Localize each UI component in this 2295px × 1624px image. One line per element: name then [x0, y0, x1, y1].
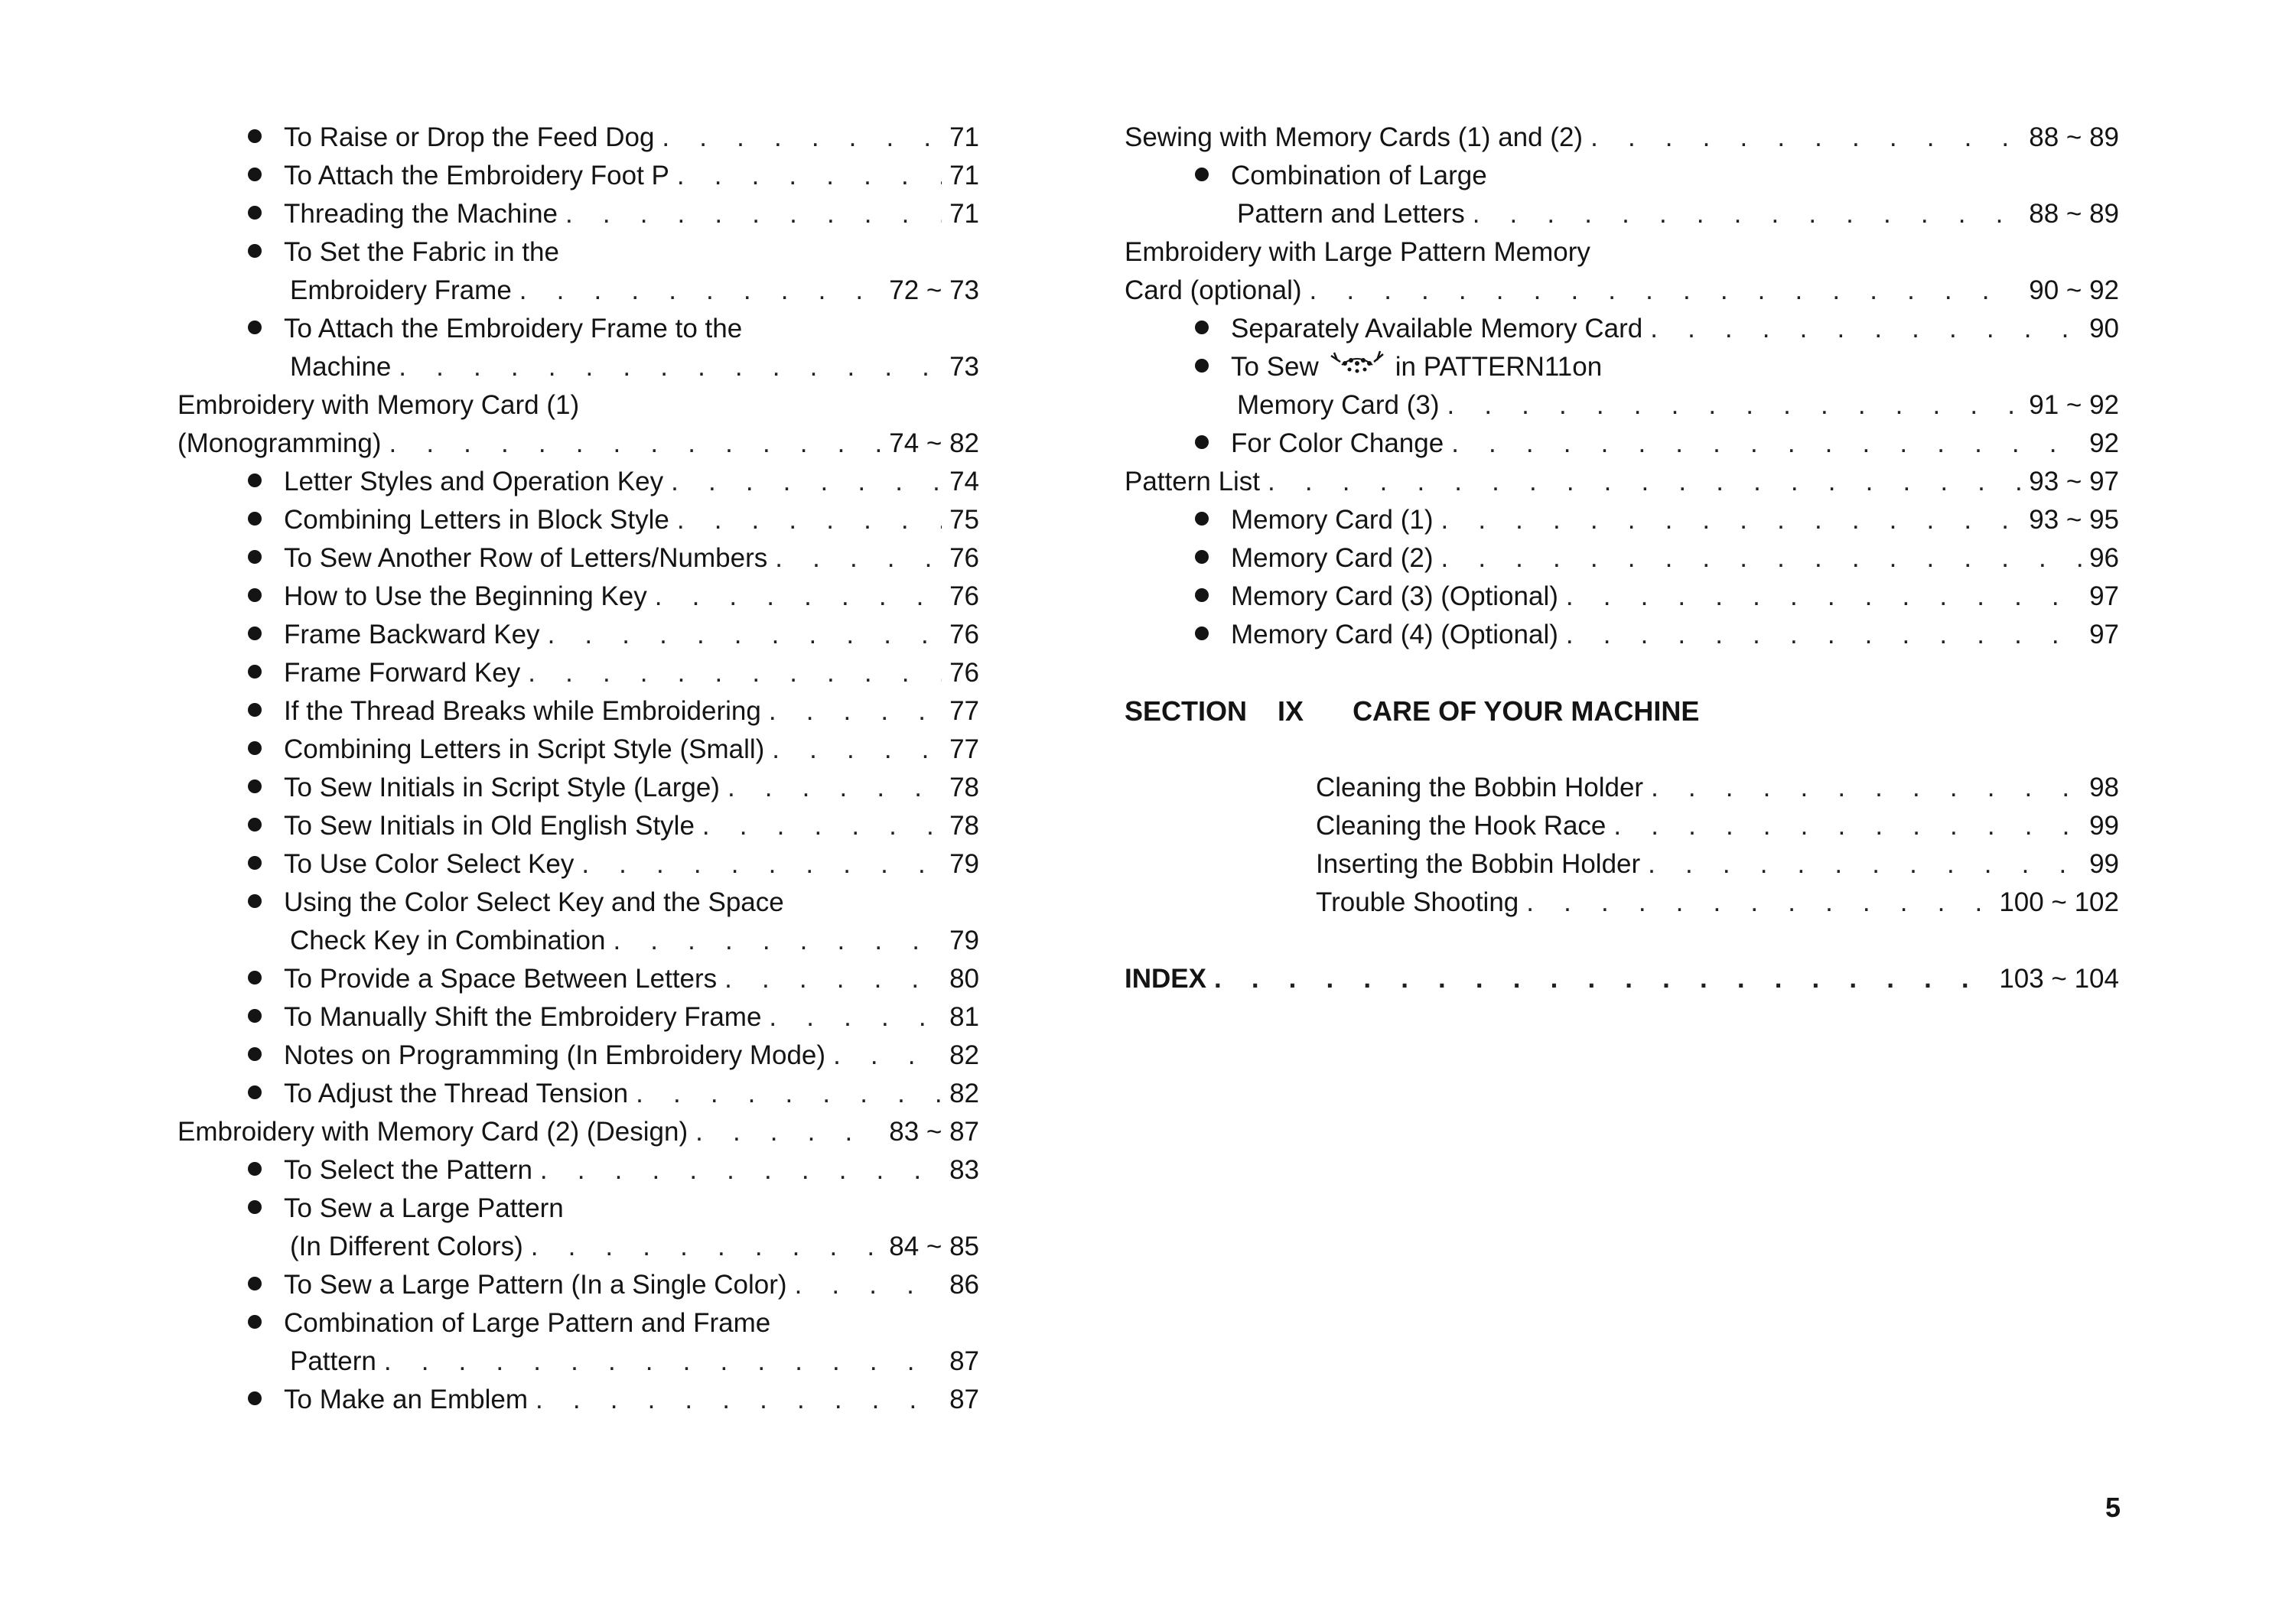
toc-entry-title: Cleaning the Bobbin Holder: [1316, 773, 1644, 802]
toc-entry[interactable]: [177, 998, 979, 1037]
toc-entry[interactable]: [177, 616, 979, 654]
leader-dots: [1648, 845, 2082, 884]
leader-dots: [1566, 578, 2082, 616]
bullet-icon: [1195, 512, 1209, 526]
leader-dots: [1613, 807, 2082, 845]
leader-dots: [671, 463, 942, 501]
section-label: SECTION: [1125, 695, 1248, 727]
bullet-icon: [1195, 359, 1209, 373]
page-number: 5: [2105, 1492, 2121, 1523]
toc-entry-title: Machine: [290, 352, 392, 382]
bullet-icon: [248, 894, 262, 908]
leader-dots: [702, 807, 942, 845]
toc-entry-title: Combination of Large Pattern and Frame: [284, 1308, 771, 1338]
bullet-icon: [248, 971, 262, 984]
leader-dots: [384, 1342, 942, 1381]
index-line[interactable]: [1125, 960, 2119, 998]
toc-entry-page: 88 ~ 89: [2029, 122, 2119, 152]
toc-entry-title: How to Use the Beginning Key: [284, 581, 647, 611]
toc-entry-title: Memory Card (2): [1231, 543, 1434, 573]
toc-entry-title: Letter Styles and Operation Key: [284, 467, 664, 496]
toc-entry-title-continued: in PATTERN11on: [1395, 352, 1603, 382]
toc-entry-title: Memory Card (1): [1231, 505, 1434, 535]
toc-entry-title: Card (optional): [1125, 275, 1302, 305]
toc-entry-title: Sewing with Memory Cards (1) and (2): [1125, 122, 1584, 152]
toc-entry[interactable]: [1125, 157, 2119, 195]
toc-entry-page: 90: [2089, 314, 2119, 343]
toc-entry[interactable]: [1125, 616, 2119, 654]
toc-entry-title: Combining Letters in Block Style: [284, 505, 669, 535]
toc-entry-page: 86: [949, 1270, 979, 1300]
toc-entry-page: 77: [949, 696, 979, 726]
bullet-icon: [248, 818, 262, 832]
index-label: INDEX: [1125, 964, 1206, 994]
leader-dots: [1650, 310, 2082, 348]
toc-entry[interactable]: [177, 654, 979, 692]
leader-dots: [1310, 272, 2022, 310]
toc-entry[interactable]: [1125, 233, 2119, 272]
toc-entry-title: To Attach the Embroidery Frame to the: [284, 314, 743, 343]
toc-entry[interactable]: [1125, 195, 2119, 233]
toc-entry[interactable]: [1125, 539, 2119, 578]
bullet-icon: [248, 741, 262, 755]
toc-entry[interactable]: [1125, 501, 2119, 539]
toc-entry-page: 80: [949, 964, 979, 994]
toc-entry[interactable]: [177, 1151, 979, 1190]
toc-entry-page: 83 ~ 87: [889, 1117, 979, 1147]
toc-entry-title: Pattern List: [1125, 467, 1261, 496]
toc-entry[interactable]: [177, 233, 979, 272]
toc-entry-title: Embroidery with Memory Card (2) (Design): [177, 1117, 688, 1147]
bullet-icon: [248, 626, 262, 640]
toc-entry[interactable]: [177, 884, 979, 922]
leader-dots: [581, 845, 942, 884]
toc-entry[interactable]: [1316, 807, 2119, 845]
index-page: 103 ~ 104: [1999, 964, 2119, 994]
leader-dots: [399, 348, 942, 386]
toc-entry-page: 72 ~ 73: [889, 275, 979, 305]
toc-entry-title: Pattern: [290, 1346, 376, 1376]
toc-entry[interactable]: [177, 539, 979, 578]
leader-dots: [1590, 119, 2021, 157]
toc-entry[interactable]: [177, 157, 979, 195]
bullet-icon: [248, 321, 262, 334]
leader-dots: [548, 616, 942, 654]
bullet-icon: [1195, 321, 1209, 334]
toc-entry-title: Cleaning the Hook Race: [1316, 811, 1606, 841]
bullet-icon: [248, 588, 262, 602]
toc-entry-page: 79: [949, 926, 979, 955]
toc-entry-title: Inserting the Bobbin Holder: [1316, 849, 1641, 879]
toc-entry-page: 87: [949, 1346, 979, 1376]
toc-right-column: [1125, 119, 2119, 654]
leader-dots: [1451, 425, 2082, 463]
bullet-icon: [248, 1162, 262, 1176]
toc-entry-title: To Sew: [1231, 352, 1319, 382]
bullet-icon: [248, 550, 262, 564]
toc-entry-title: To Manually Shift the Embroidery Frame: [284, 1002, 762, 1032]
toc-entry-page: 96: [2089, 543, 2119, 573]
toc-entry-page: 83: [949, 1155, 979, 1185]
toc-entry-page: 90 ~ 92: [2029, 275, 2119, 305]
toc-entry[interactable]: [177, 731, 979, 769]
leader-dots: [677, 501, 942, 539]
toc-entry[interactable]: [177, 195, 979, 233]
toc-entry-page: 78: [949, 773, 979, 802]
toc-entry-title: To Use Color Select Key: [284, 849, 575, 879]
toc-entry-title: Combination of Large: [1231, 161, 1487, 190]
leader-dots: [662, 119, 942, 157]
toc-entry[interactable]: [177, 845, 979, 884]
toc-entry-title: If the Thread Breaks while Embroidering: [284, 696, 761, 726]
toc-entry-title: Frame Forward Key: [284, 658, 521, 688]
toc-entry-page: 81: [949, 1002, 979, 1032]
toc-entry[interactable]: [1316, 845, 2119, 884]
toc-entry-title: To Select the Pattern: [284, 1155, 532, 1185]
toc-entry-title: Memory Card (4) (Optional): [1231, 620, 1558, 649]
toc-entry-page: 99: [2089, 811, 2119, 841]
toc-entry-page: 76: [949, 581, 979, 611]
toc-entry-title: To Provide a Space Between Letters: [284, 964, 718, 994]
toc-entry-title: Check Key in Combination: [290, 926, 606, 955]
toc-entry-title: To Sew a Large Pattern (In a Single Color): [284, 1270, 787, 1300]
toc-entry-page: 82: [949, 1040, 979, 1070]
toc-entry[interactable]: [1316, 884, 2119, 922]
toc-entry-page: 77: [949, 734, 979, 764]
bullet-icon: [248, 244, 262, 258]
leader-dots: [1526, 884, 1991, 922]
bullet-icon: [248, 206, 262, 220]
leader-dots: [1447, 386, 2021, 425]
toc-entry-page: 73: [949, 352, 979, 382]
leader-dots: [769, 692, 942, 731]
toc-entry-title: Memory Card (3) (Optional): [1231, 581, 1558, 611]
leader-dots: [833, 1037, 942, 1075]
leader-dots: [1440, 501, 2021, 539]
toc-entry[interactable]: [177, 1304, 979, 1342]
bullet-icon: [248, 856, 262, 870]
toc-entry-title: Pattern and Letters: [1237, 199, 1465, 229]
section-number: IX: [1278, 695, 1304, 727]
bullet-icon: [1195, 550, 1209, 564]
bullet-icon: [248, 168, 262, 181]
toc-entry[interactable]: [1125, 463, 2119, 501]
toc-entry-page: 87: [949, 1385, 979, 1414]
toc-entry-title: (In Different Colors): [290, 1232, 523, 1261]
leader-dots: [695, 1113, 881, 1151]
toc-entry-title: Notes on Programming (In Embroidery Mode): [284, 1040, 826, 1070]
toc-entry-title: Combining Letters in Script Style (Small): [284, 734, 765, 764]
toc-section-ix-list: [1316, 769, 2119, 922]
toc-entry[interactable]: [177, 1190, 979, 1228]
toc-entry-title: Memory Card (3): [1237, 390, 1440, 420]
bullet-icon: [1195, 168, 1209, 181]
leader-dots: [775, 539, 942, 578]
bullet-icon: [248, 1391, 262, 1405]
toc-entry-title: To Sew Initials in Old English Style: [284, 811, 695, 841]
toc-entry-page: 71: [949, 122, 979, 152]
toc-entry-title: Trouble Shooting: [1316, 887, 1519, 917]
toc-entry-title: To Set the Fabric in the: [284, 237, 559, 267]
toc-entry[interactable]: [177, 1266, 979, 1304]
toc-entry-page: 74: [949, 467, 979, 496]
toc-entry-page: 75: [949, 505, 979, 535]
toc-entry[interactable]: [1125, 272, 2119, 310]
toc-entry-page: 71: [949, 199, 979, 229]
toc-entry-title: Embroidery with Large Pattern Memory: [1125, 237, 1590, 267]
toc-entry[interactable]: [177, 348, 979, 386]
toc-entry[interactable]: [1125, 386, 2119, 425]
bullet-icon: [1195, 626, 1209, 640]
toc-entry-page: 76: [949, 543, 979, 573]
toc-entry-page: 88 ~ 89: [2029, 199, 2119, 229]
toc-entry-page: 91 ~ 92: [2029, 390, 2119, 420]
toc-entry[interactable]: [177, 501, 979, 539]
toc-entry[interactable]: [177, 922, 979, 960]
toc-entry-page: 76: [949, 620, 979, 649]
toc-entry[interactable]: [177, 1075, 979, 1113]
leader-dots: [772, 731, 942, 769]
bullet-icon: [248, 1085, 262, 1099]
toc-entry-title: Frame Backward Key: [284, 620, 540, 649]
leader-dots: [1651, 769, 2082, 807]
toc-entry[interactable]: [177, 463, 979, 501]
leader-dots: [1473, 195, 2022, 233]
leader-dots: [565, 195, 942, 233]
bullet-icon: [248, 1200, 262, 1214]
toc-entry[interactable]: [177, 119, 979, 157]
toc-entry-title: Embroidery with Memory Card (1): [177, 390, 580, 420]
leader-dots: [655, 578, 942, 616]
toc-entry-page: 84 ~ 85: [889, 1232, 979, 1261]
toc-entry-page: 97: [2089, 620, 2119, 649]
toc-entry[interactable]: [1125, 578, 2119, 616]
toc-entry-title: Separately Available Memory Card: [1231, 314, 1643, 343]
bullet-icon: [248, 1009, 262, 1023]
toc-entry-title: Embroidery Frame: [290, 275, 512, 305]
bullet-icon: [248, 779, 262, 793]
leader-dots: [1440, 539, 2082, 578]
toc-entry-title: Threading the Machine: [284, 199, 558, 229]
toc-entry-page: 76: [949, 658, 979, 688]
toc-entry-page: 100 ~ 102: [1999, 887, 2119, 917]
floral-pattern-icon: [1330, 350, 1385, 376]
toc-entry[interactable]: [177, 692, 979, 731]
toc-entry-page: 82: [949, 1079, 979, 1108]
leader-dots: [1566, 616, 2082, 654]
toc-entry-title: To Raise or Drop the Feed Dog: [284, 122, 655, 152]
bullet-icon: [1195, 588, 1209, 602]
toc-entry-title: To Sew Initials in Script Style (Large): [284, 773, 720, 802]
toc-entry-title: For Color Change: [1231, 428, 1444, 458]
toc-entry-page: 93 ~ 95: [2029, 505, 2119, 535]
toc-entry-page: 92: [2089, 428, 2119, 458]
toc-index-entry: [1125, 960, 2119, 998]
leader-dots: [540, 1151, 942, 1190]
toc-entry-title: To Attach the Embroidery Foot P: [284, 161, 669, 190]
toc-entry[interactable]: [177, 272, 979, 310]
toc-entry[interactable]: [1125, 348, 2119, 386]
bullet-icon: [248, 1047, 262, 1061]
toc-entry[interactable]: [177, 960, 979, 998]
bullet-icon: [248, 1277, 262, 1290]
toc-entry[interactable]: [177, 769, 979, 807]
leader-dots: [769, 998, 942, 1037]
toc-entry[interactable]: [177, 1228, 979, 1266]
leader-dots: [536, 1381, 942, 1419]
bullet-icon: [248, 1315, 262, 1329]
bullet-icon: [248, 512, 262, 526]
leader-dots: [519, 272, 881, 310]
toc-entry[interactable]: [177, 578, 979, 616]
leader-dots: [528, 654, 942, 692]
toc-entry[interactable]: [177, 807, 979, 845]
leader-dots: [724, 960, 942, 998]
section-heading: [1125, 692, 1699, 731]
toc-entry-page: 78: [949, 811, 979, 841]
leader-dots: [389, 425, 881, 463]
toc-entry-page: 93 ~ 97: [2029, 467, 2119, 496]
leader-dots: [728, 769, 942, 807]
bullet-icon: [248, 474, 262, 487]
toc-entry-page: 79: [949, 849, 979, 879]
leader-dots: [1268, 463, 2021, 501]
toc-entry-title: (Monogramming): [177, 428, 382, 458]
toc-entry[interactable]: [177, 1342, 979, 1381]
toc-right-top-group: [1125, 119, 2119, 654]
bullet-icon: [248, 129, 262, 143]
toc-left-column: [177, 119, 979, 1419]
toc-entry[interactable]: [177, 425, 979, 463]
toc-entry[interactable]: [1125, 119, 2119, 157]
bullet-icon: [248, 665, 262, 679]
toc-entry-page: 98: [2089, 773, 2119, 802]
bullet-icon: [1195, 435, 1209, 449]
toc-entry[interactable]: [1316, 769, 2119, 807]
toc-entry[interactable]: [177, 386, 979, 425]
toc-entry-title: To Make an Emblem: [284, 1385, 529, 1414]
leader-dots: [677, 157, 942, 195]
toc-entry-page: 99: [2089, 849, 2119, 879]
leader-dots: [1214, 960, 1991, 998]
toc-entry[interactable]: [177, 310, 979, 348]
leader-dots: [636, 1075, 942, 1113]
leader-dots: [531, 1228, 882, 1266]
toc-entry-page: 71: [949, 161, 979, 190]
toc-entry-title: To Sew a Large Pattern: [284, 1193, 564, 1223]
toc-entry[interactable]: [177, 1037, 979, 1075]
toc-entry[interactable]: [177, 1381, 979, 1419]
leader-dots: [795, 1266, 942, 1304]
leader-dots: [613, 922, 942, 960]
section-title: CARE OF YOUR MACHINE: [1353, 695, 1700, 727]
toc-entry[interactable]: [1125, 425, 2119, 463]
toc-entry-title: To Sew Another Row of Letters/Numbers: [284, 543, 768, 573]
toc-entry[interactable]: [177, 1113, 979, 1151]
toc-entry-title: To Adjust the Thread Tension: [284, 1079, 629, 1108]
toc-entry-page: 74 ~ 82: [889, 428, 979, 458]
toc-entry-title: Using the Color Select Key and the Space: [284, 887, 784, 917]
toc-entry-page: 97: [2089, 581, 2119, 611]
bullet-icon: [248, 703, 262, 717]
toc-entry[interactable]: [1125, 310, 2119, 348]
